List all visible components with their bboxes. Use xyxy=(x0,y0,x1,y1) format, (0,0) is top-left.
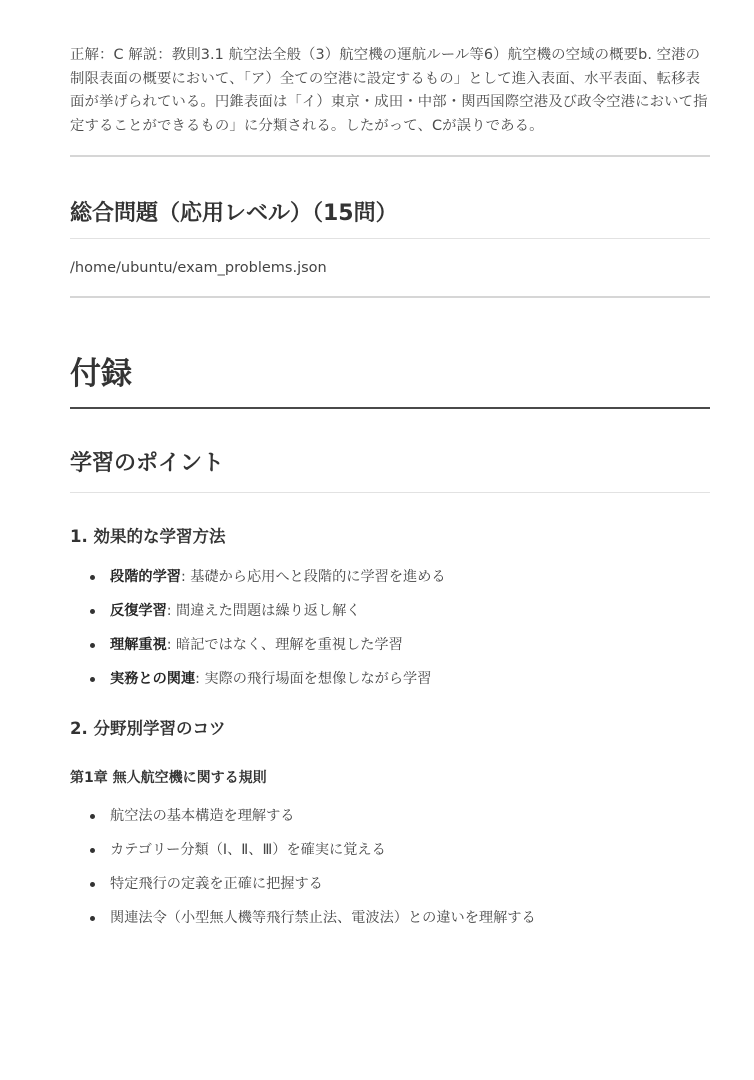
list-item-term: 理解重視 xyxy=(110,637,167,653)
appendix-title: 付録 xyxy=(70,356,132,392)
chapter1-title: 第1章 無人航空機に関する規則 xyxy=(70,770,267,786)
list-item xyxy=(70,874,710,894)
study-methods-list xyxy=(70,567,710,689)
list-item-text: カテゴリー分類（Ⅰ、Ⅱ、Ⅲ）を確実に覚える xyxy=(110,842,386,858)
bullet-icon xyxy=(90,609,95,614)
list-item-desc: : 暗記ではなく、理解を重視した学習 xyxy=(166,637,403,653)
heading-underline xyxy=(70,238,710,239)
divider xyxy=(70,155,710,157)
bullet-icon xyxy=(90,677,95,682)
bullet-icon xyxy=(90,814,95,819)
list-item-term: 実務との関連 xyxy=(110,671,196,687)
list-item xyxy=(70,669,710,689)
bullet-icon xyxy=(90,575,95,580)
section-title-comprehensive: 総合問題（応用レベル）（15問） xyxy=(70,201,398,226)
list-item-desc: : 実際の飛行場面を想像しながら学習 xyxy=(195,671,432,687)
divider xyxy=(70,296,710,298)
list-item xyxy=(70,840,710,860)
list-item xyxy=(70,908,710,928)
list-item xyxy=(70,806,710,826)
heading-underline xyxy=(70,407,710,409)
bullet-icon xyxy=(90,643,95,648)
list-item xyxy=(70,567,710,587)
list-item-desc: : 基礎から応用へと段階的に学習を進める xyxy=(180,569,446,585)
list-item-term: 反復学習 xyxy=(110,603,167,619)
bullet-icon xyxy=(90,882,95,887)
bullet-icon xyxy=(90,848,95,853)
list-item-text: 航空法の基本構造を理解する xyxy=(110,808,295,824)
bullet-icon xyxy=(90,916,95,921)
study-methods-title: 1. 効果的な学習方法 xyxy=(70,527,226,546)
list-item-desc: : 間違えた問題は繰り返し解く xyxy=(166,603,361,619)
heading-underline xyxy=(70,492,710,493)
chapter1-tips-list xyxy=(70,806,710,928)
list-item xyxy=(70,635,710,655)
file-path: /home/ubuntu/exam_problems.json xyxy=(70,260,327,276)
field-tips-title: 2. 分野別学習のコツ xyxy=(70,719,226,738)
list-item xyxy=(70,601,710,621)
list-item-term: 段階的学習 xyxy=(110,569,181,585)
list-item-text: 特定飛行の定義を正確に把握する xyxy=(110,876,323,892)
answer-explanation: 正解：C 解説：教則3.1 航空法全般（3）航空機の運航ルール等6）航空機の空域の概要b. 空港の制限表面の概要において、「ア）全ての空港に設定するもの」として進入表面、水平表面、転移表面が挙げられている。円錐表面は「イ）東京・成田・中部・関西国際空港及び政令空港において指定することができるもの」に分類される。したがって、Cが誤りである。 xyxy=(70,47,708,134)
list-item-text: 関連法令（小型無人機等飛行禁止法、電波法）との違いを理解する xyxy=(110,910,536,926)
study-points-title: 学習のポイント xyxy=(70,451,225,476)
